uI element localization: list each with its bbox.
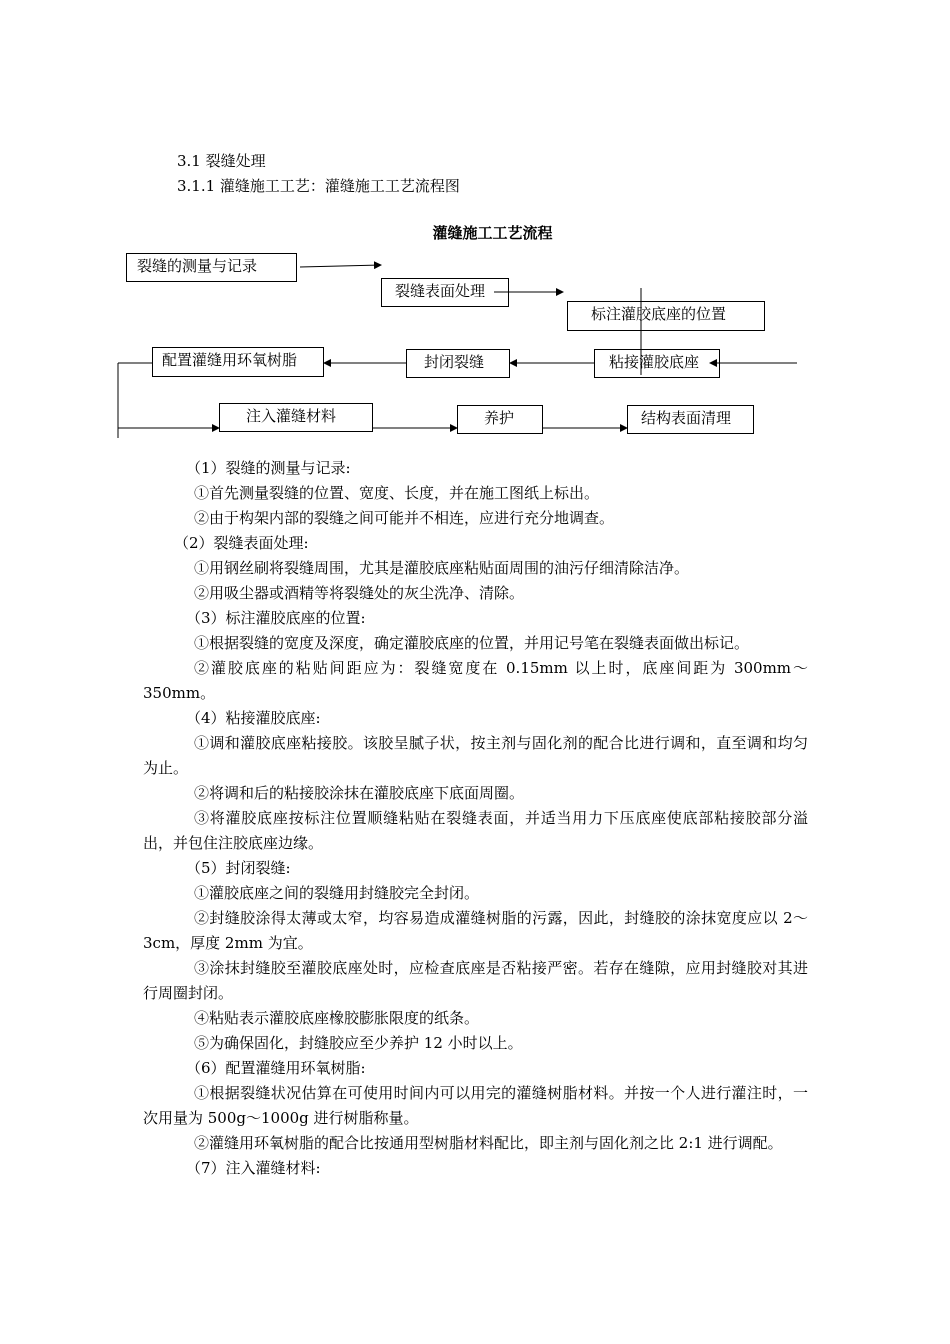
- process-description: [143, 456, 808, 1181]
- step-measure-box: 裂缝的测量与记录: [126, 253, 297, 282]
- paragraph: ②用吸尘器或酒精等将裂缝处的灰尘洗净、清除。: [194, 584, 525, 602]
- paragraph: （7）注入灌缝材料:: [186, 1159, 321, 1177]
- paragraph: （5）封闭裂缝:: [186, 859, 291, 877]
- step-seal-box: 封闭裂缝: [406, 349, 510, 378]
- paragraph: ②将调和后的粘接胶涂抹在灌胶底座下底面周圈。: [194, 784, 525, 802]
- paragraph: ③将灌胶底座按标注位置顺缝粘贴在裂缝表面，并适当用力下压底座使底部粘接胶部分溢出，并包住注胶底座边缘。: [143, 809, 808, 852]
- paragraph: ②由于构架内部的裂缝之间可能并不相连，应进行充分地调查。: [194, 509, 615, 527]
- step-surface-box: 裂缝表面处理: [381, 278, 509, 307]
- paragraph: （3）标注灌胶底座的位置:: [186, 609, 366, 627]
- paragraph: ②封缝胶涂得太薄或太窄，均容易造成灌缝树脂的污露，因此，封缝胶的涂抹宽度应以 2～3cm，厚度 2mm 为宜。: [143, 909, 808, 952]
- section-heading: 3.1 裂缝处理: [177, 152, 266, 170]
- paragraph: （1）裂缝的测量与记录:: [186, 459, 351, 477]
- flowchart-connectors: [0, 0, 950, 450]
- step-bond-box: 粘接灌胶底座: [594, 349, 720, 378]
- paragraph: ③涂抹封缝胶至灌胶底座处时，应检查底座是否粘接严密。若存在缝隙，应用封缝胶对其进行周圈封闭。: [143, 959, 808, 1002]
- paragraph: ①根据裂缝的宽度及深度，确定灌胶底座的位置，并用记号笔在裂缝表面做出标记。: [194, 634, 750, 652]
- flowchart-title: 灌缝施工工艺流程: [432, 224, 553, 242]
- paragraph: ①灌胶底座之间的裂缝用封缝胶完全封闭。: [194, 884, 480, 902]
- subsection-heading: 3.1.1 灌缝施工工艺：灌缝施工工艺流程图: [177, 177, 460, 195]
- paragraph: ①首先测量裂缝的位置、宽度、长度，并在施工图纸上标出。: [194, 484, 600, 502]
- step-cure-box: 养护: [457, 405, 543, 434]
- paragraph: ②灌缝用环氧树脂的配合比按通用型树脂材料配比，即主剂与固化剂之比 2:1 进行调配。: [194, 1134, 783, 1152]
- paragraph: ①用钢丝刷将裂缝周围，尤其是灌胶底座粘贴面周围的油污仔细清除洁净。: [194, 559, 690, 577]
- paragraph: ⑤为确保固化，封缝胶应至少养护 12 小时以上。: [194, 1034, 523, 1052]
- paragraph: ④粘贴表示灌胶底座橡胶膨胀限度的纸条。: [194, 1009, 480, 1027]
- paragraph: （4）粘接灌胶底座:: [186, 709, 321, 727]
- arrow-measure-to-surface: [300, 265, 381, 267]
- paragraph: （2）裂缝表面处理:: [174, 534, 309, 552]
- paragraph: ②灌胶底座的粘贴间距应为：裂缝宽度在 0.15mm 以上时，底座间距为 300mm～350mm。: [143, 659, 808, 702]
- step-clean-box: 结构表面清理: [627, 405, 754, 434]
- paragraph: ①根据裂缝状况估算在可使用时间内可以用完的灌缝树脂材料。并按一个人进行灌注时，一次用量为 500g～1000g 进行树脂称量。: [143, 1084, 808, 1127]
- paragraph: ①调和灌胶底座粘接胶。该胶呈腻子状，按主剂与固化剂的配合比进行调和，直至调和均匀为止。: [143, 734, 808, 777]
- step-mark-box: 标注灌胶底座的位置: [567, 301, 765, 331]
- paragraph: （6）配置灌缝用环氧树脂:: [186, 1059, 366, 1077]
- step-resin-box: 配置灌缝用环氧树脂: [152, 347, 324, 377]
- step-inject-box: 注入灌缝材料: [219, 403, 373, 432]
